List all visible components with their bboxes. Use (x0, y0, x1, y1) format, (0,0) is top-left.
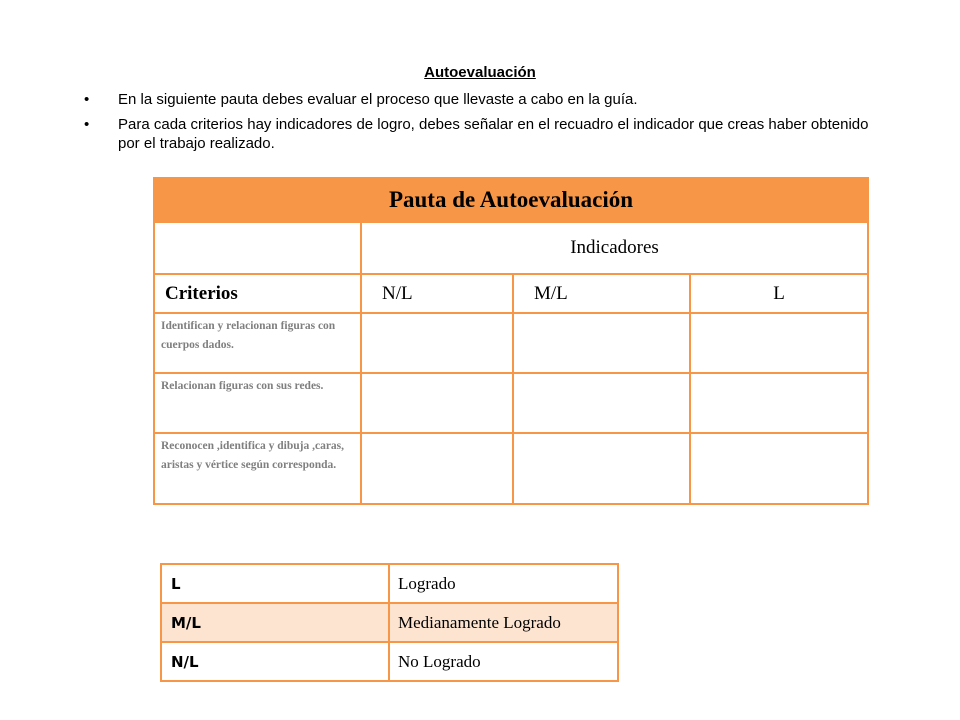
legend-table (160, 563, 619, 682)
column-header-nl: N/L (361, 274, 513, 313)
mark-cell-l[interactable] (690, 313, 868, 373)
legend-row (161, 603, 618, 642)
instruction-item (84, 115, 884, 153)
instruction-item (84, 90, 884, 109)
criterion-cell: Relacionan figuras con sus redes. (154, 373, 361, 433)
table-row (154, 373, 868, 433)
mark-cell-ml[interactable] (513, 313, 690, 373)
legend-description: Logrado (389, 564, 618, 603)
instruction-text: Para cada criterios hay indicadores de logro, debes señalar en el recuadro el indicador que creas haber obtenido por el trabajo realizado. (118, 116, 869, 152)
criteria-header: Criterios (154, 274, 361, 313)
legend-row (161, 564, 618, 603)
table-row (154, 313, 868, 373)
legend-row (161, 642, 618, 681)
column-header-l: L (690, 274, 868, 313)
instructions-list (84, 90, 884, 159)
mark-cell-ml[interactable] (513, 373, 690, 433)
column-header-ml: M/L (513, 274, 690, 313)
legend-code: N/L (161, 642, 389, 681)
empty-corner-cell (154, 222, 361, 274)
instruction-text: En la siguiente pauta debes evaluar el proceso que llevaste a cabo en la guía. (118, 91, 638, 108)
mark-cell-nl[interactable] (361, 313, 513, 373)
legend-code: L (161, 564, 389, 603)
self-evaluation-table (153, 177, 869, 505)
legend-code: M/L (161, 603, 389, 642)
legend-description: No Logrado (389, 642, 618, 681)
mark-cell-l[interactable] (690, 373, 868, 433)
bullet-marker: • (84, 116, 90, 133)
legend-description: Medianamente Logrado (389, 603, 618, 642)
criterion-cell: Identifican y relacionan figuras con cuerpos dados. (154, 313, 361, 373)
table-row (154, 433, 868, 504)
mark-cell-nl[interactable] (361, 373, 513, 433)
bullet-marker: • (84, 91, 90, 108)
section-heading: Autoevaluación (424, 64, 536, 81)
criterion-cell: Reconocen ,identifica y dibuja ,caras, aristas y vértice según corresponda. (154, 433, 361, 504)
mark-cell-l[interactable] (690, 433, 868, 504)
table-title: Pauta de Autoevaluación (154, 178, 868, 222)
indicators-header: Indicadores (361, 222, 868, 274)
mark-cell-ml[interactable] (513, 433, 690, 504)
mark-cell-nl[interactable] (361, 433, 513, 504)
